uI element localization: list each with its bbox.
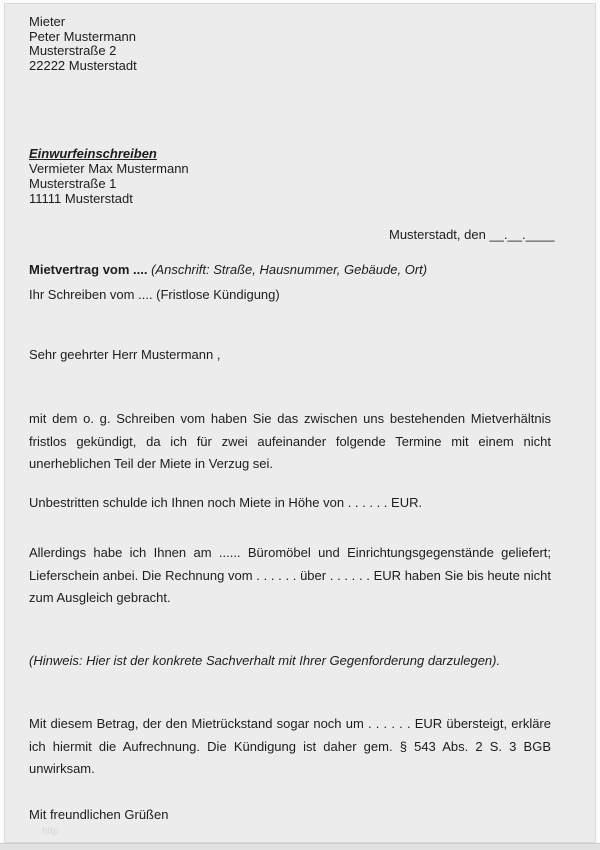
date-line: Musterstadt, den __.__.____ bbox=[389, 227, 555, 243]
salutation: Sehr geehrter Herr Mustermann , bbox=[29, 347, 221, 363]
subject-line bbox=[29, 262, 551, 277]
body-paragraph-owed-rent: Unbestritten schulde ich Ihnen noch Miete in Höhe von . . . . . . EUR. bbox=[29, 494, 423, 510]
closing-formula: Mit freundlichen Grüßen bbox=[29, 806, 169, 822]
recipient-name: Vermieter Max Mustermann bbox=[29, 161, 189, 177]
recipient-address bbox=[29, 146, 551, 206]
page-bottom-edge bbox=[0, 843, 600, 850]
body-paragraph-termination: mit dem o. g. Schreiben vom haben Sie das zwischen uns bestehenden Mietverhältnis fristlos gekündigt, da ich für zwei aufeinander folgende Termine mit einem nicht unerheblichen Teil der Miete in Verzug sei. bbox=[29, 411, 551, 472]
subject-address-hint: (Anschrift: Straße, Hausnummer, Gebäude, Ort) bbox=[147, 262, 428, 278]
sender-street: Musterstraße 2 bbox=[29, 43, 117, 59]
watermark-text: http bbox=[42, 825, 59, 837]
subject-title: Mietvertrag vom .... bbox=[29, 262, 148, 278]
letter-sheet bbox=[4, 3, 596, 843]
sender-address bbox=[29, 15, 551, 73]
letter-content bbox=[5, 4, 595, 837]
sender-role: Mieter bbox=[29, 14, 66, 29]
delivery-method: Einwurfeinschreiben bbox=[29, 146, 157, 162]
recipient-city: 11111 Musterstadt bbox=[29, 191, 133, 207]
sender-name: Peter Mustermann bbox=[29, 28, 136, 44]
sender-city: 22222 Musterstadt bbox=[29, 57, 137, 73]
reference-line: Ihr Schreiben vom .... (Fristlose Kündigung) bbox=[29, 287, 280, 303]
recipient-street: Musterstraße 1 bbox=[29, 176, 117, 192]
body-paragraph-offset: Mit diesem Betrag, der den Mietrückstand sogar noch um . . . . . . EUR übersteigt, erkläre ich hiermit die Aufrechnung. Die Kündigung ist daher gem. § 543 Abs. 2 S. 3 BGB unwirksam. bbox=[29, 716, 551, 777]
body-paragraph-counterclaim: Allerdings habe ich Ihnen am ...... Büromöbel und Einrichtungsgegenstände geliefert; Lieferschein anbei. Die Rechnung vom . . . . . . über . . . . . . EUR haben Sie bis heute nicht zum Ausgleich gebracht. bbox=[29, 545, 551, 606]
hinweis-note: (Hinweis: Hier ist der konkrete Sachverhalt mit Ihrer Gegenforderung darzulegen). bbox=[29, 652, 501, 668]
